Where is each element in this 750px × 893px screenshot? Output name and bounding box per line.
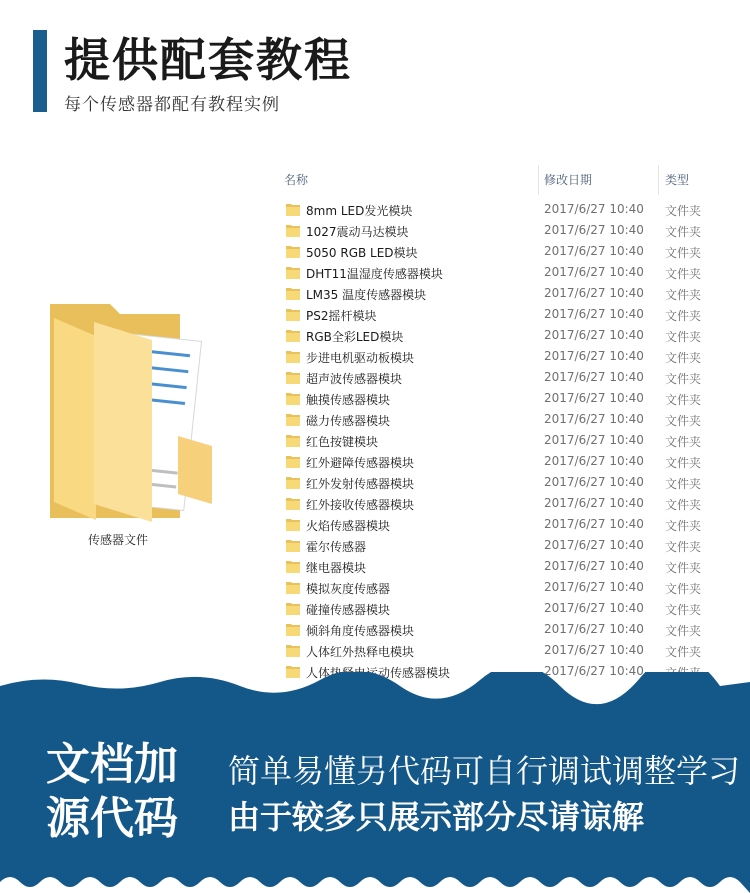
banner-description-line1: 简单易懂另代码可自行调试调整学习 (228, 752, 741, 790)
file-row[interactable] (280, 220, 735, 241)
file-name: 8mm LED发光模块 (306, 204, 413, 218)
file-date: 2017/6/27 10:40 (544, 559, 644, 573)
file-date: 2017/6/27 10:40 (544, 412, 644, 426)
file-date: 2017/6/27 10:40 (544, 517, 644, 531)
file-date: 2017/6/27 10:40 (544, 475, 644, 489)
file-date: 2017/6/27 10:40 (544, 601, 644, 615)
file-row[interactable] (280, 367, 735, 388)
banner-description-line2: 由于较多只展示部分尽请谅解 (228, 798, 645, 836)
file-date: 2017/6/27 10:40 (544, 265, 644, 279)
file-date: 2017/6/27 10:40 (544, 202, 644, 216)
file-date: 2017/6/27 10:40 (544, 664, 644, 678)
file-name: 红外接收传感器模块 (306, 498, 415, 512)
file-name: 火焰传感器模块 (306, 519, 391, 533)
banner-headline-line2: 源代码 (46, 793, 178, 844)
column-header-date[interactable]: 修改日期 (544, 173, 593, 187)
page-subtitle: 每个传感器都配有教程实例 (64, 95, 280, 115)
file-type: 文件夹 (665, 288, 702, 302)
file-list (280, 165, 735, 682)
folder-icon (286, 644, 300, 657)
file-type: 文件夹 (665, 498, 702, 512)
file-date: 2017/6/27 10:40 (544, 496, 644, 510)
file-row[interactable] (280, 514, 735, 535)
banner-headline (46, 738, 178, 846)
file-name: 霍尔传感器 (306, 540, 367, 554)
folder-icon (286, 329, 300, 342)
file-name: 人体热释电运动传感器模块 (306, 666, 451, 680)
folder-icon[interactable] (40, 296, 220, 526)
file-name: 倾斜角度传感器模块 (306, 624, 415, 638)
page-title: 提供配套教程 (64, 33, 352, 87)
file-date: 2017/6/27 10:40 (544, 244, 644, 258)
header-accent-bar (33, 30, 47, 112)
file-name: 继电器模块 (306, 561, 367, 575)
folder-icon (286, 455, 300, 468)
folder-label: 传感器文件 (88, 533, 149, 547)
file-row[interactable] (280, 556, 735, 577)
file-type: 文件夹 (665, 519, 702, 533)
file-name: 1027震动马达模块 (306, 225, 409, 239)
file-type: 文件夹 (665, 435, 702, 449)
file-name: 步进电机驱动板模块 (306, 351, 415, 365)
folder-icon (286, 413, 300, 426)
file-date: 2017/6/27 10:40 (544, 622, 644, 636)
folder-icon (286, 266, 300, 279)
folder-icon (286, 434, 300, 447)
list-header (280, 165, 735, 195)
folder-icon (286, 245, 300, 258)
folder-icon (286, 476, 300, 489)
file-row[interactable] (280, 493, 735, 514)
file-name: 模拟灰度传感器 (306, 582, 391, 596)
folder-icon (286, 287, 300, 300)
file-row[interactable] (280, 451, 735, 472)
column-divider[interactable] (538, 165, 539, 195)
file-row[interactable] (280, 598, 735, 619)
file-date: 2017/6/27 10:40 (544, 307, 644, 321)
file-name: 碰撞传感器模块 (306, 603, 391, 617)
file-type: 文件夹 (665, 540, 702, 554)
file-type: 文件夹 (665, 477, 702, 491)
folder-icon (286, 560, 300, 573)
folder-icon (286, 392, 300, 405)
file-row[interactable] (280, 430, 735, 451)
file-row[interactable] (280, 535, 735, 556)
folder-icon (286, 602, 300, 615)
file-name: 人体红外热释电模块 (306, 645, 415, 659)
column-header-name[interactable]: 名称 (284, 173, 309, 187)
file-name: LM35 温度传感器模块 (306, 288, 427, 302)
file-type: 文件夹 (665, 456, 702, 470)
file-rows (280, 199, 735, 682)
file-date: 2017/6/27 10:40 (544, 328, 644, 342)
file-type: 文件夹 (665, 372, 702, 386)
file-type: 文件夹 (665, 561, 702, 575)
file-row[interactable] (280, 472, 735, 493)
file-type: 文件夹 (665, 414, 702, 428)
banner-headline-line1: 文档加 (46, 739, 178, 790)
file-date: 2017/6/27 10:40 (544, 433, 644, 447)
file-date: 2017/6/27 10:40 (544, 370, 644, 384)
banner-description (228, 748, 740, 840)
file-name: 红外发射传感器模块 (306, 477, 415, 491)
file-row[interactable] (280, 619, 735, 640)
file-name: PS2摇杆模块 (306, 309, 377, 323)
file-row[interactable] (280, 304, 735, 325)
file-type: 文件夹 (665, 351, 702, 365)
folder-icon (286, 518, 300, 531)
file-row[interactable] (280, 241, 735, 262)
folder-icon (286, 581, 300, 594)
file-type: 文件夹 (665, 330, 702, 344)
file-type: 文件夹 (665, 309, 702, 323)
folder-icon (286, 497, 300, 510)
file-name: 红外避障传感器模块 (306, 456, 415, 470)
folder-icon (286, 203, 300, 216)
file-type: 文件夹 (665, 204, 702, 218)
folder-icon (286, 539, 300, 552)
folder-icon (286, 371, 300, 384)
file-type: 文件夹 (665, 225, 702, 239)
file-date: 2017/6/27 10:40 (544, 580, 644, 594)
file-date: 2017/6/27 10:40 (544, 286, 644, 300)
column-divider[interactable] (658, 165, 659, 195)
file-name: 红色按键模块 (306, 435, 379, 449)
file-name: 磁力传感器模块 (306, 414, 391, 428)
file-type: 文件夹 (665, 246, 702, 260)
file-row[interactable] (280, 640, 735, 661)
file-name: 触摸传感器模块 (306, 393, 391, 407)
folder-icon (286, 350, 300, 363)
file-row[interactable] (280, 325, 735, 346)
folder-icon (286, 623, 300, 636)
file-type: 文件夹 (665, 645, 702, 659)
file-row[interactable] (280, 346, 735, 367)
file-date: 2017/6/27 10:40 (544, 454, 644, 468)
file-row[interactable] (280, 577, 735, 598)
file-row[interactable] (280, 409, 735, 430)
file-name: 5050 RGB LED模块 (306, 246, 418, 260)
file-date: 2017/6/27 10:40 (544, 223, 644, 237)
file-name: DHT11温湿度传感器模块 (306, 267, 443, 281)
file-row[interactable] (280, 199, 735, 220)
file-type: 文件夹 (665, 624, 702, 638)
folder-icon (286, 308, 300, 321)
file-row[interactable] (280, 262, 735, 283)
file-date: 2017/6/27 10:40 (544, 391, 644, 405)
file-row[interactable] (280, 388, 735, 409)
file-row[interactable] (280, 283, 735, 304)
folder-icon (286, 224, 300, 237)
file-date: 2017/6/27 10:40 (544, 538, 644, 552)
column-header-type[interactable]: 类型 (665, 173, 690, 187)
file-date: 2017/6/27 10:40 (544, 643, 644, 657)
file-date: 2017/6/27 10:40 (544, 349, 644, 363)
file-name: 超声波传感器模块 (306, 372, 403, 386)
file-type: 文件夹 (665, 582, 702, 596)
file-name: RGB全彩LED模块 (306, 330, 404, 344)
file-type: 文件夹 (665, 393, 702, 407)
file-type: 文件夹 (665, 267, 702, 281)
file-type: 文件夹 (665, 603, 702, 617)
